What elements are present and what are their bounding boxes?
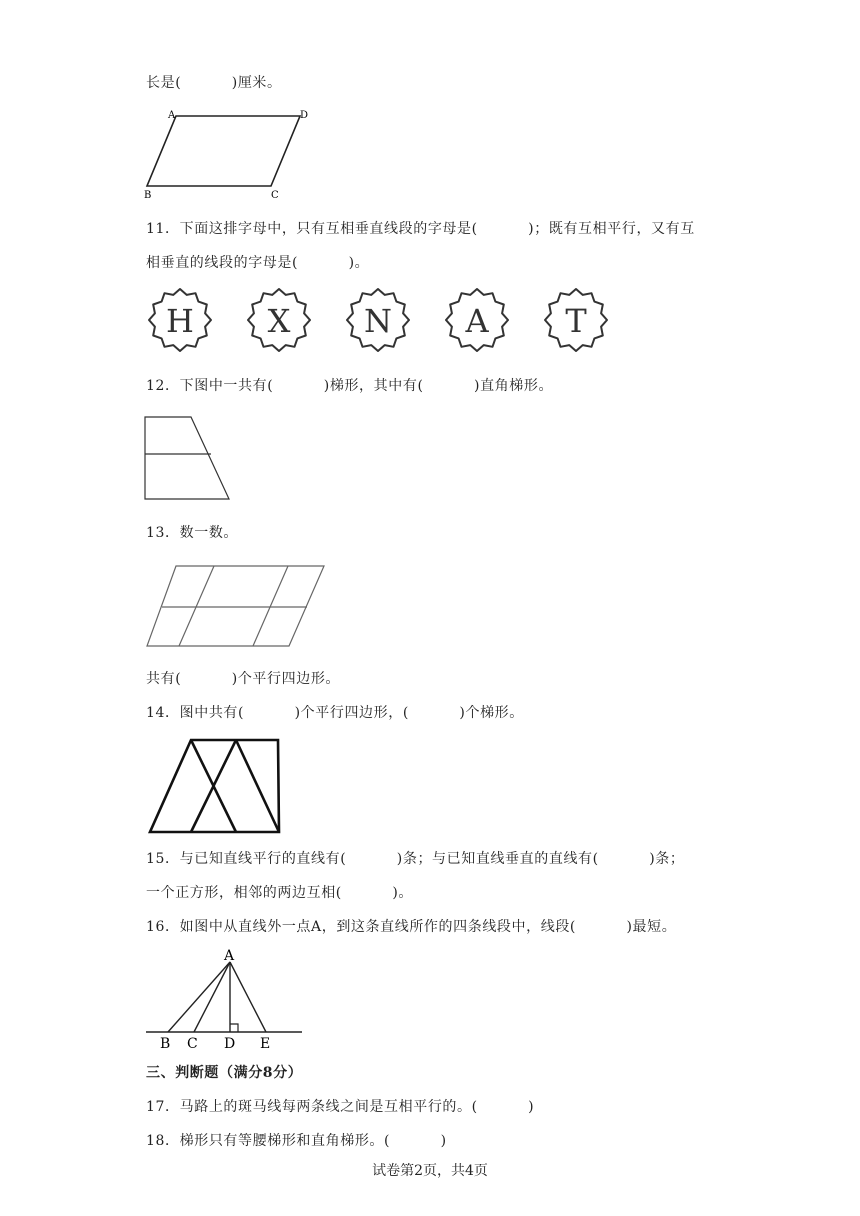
q11-text-line1: 11．下面这排字母中，只有互相垂直线段的字母是( )；既有互相平行，又有互 (146, 221, 695, 237)
parallelogram-grid-q13 (144, 564, 334, 654)
letter-badge-a (446, 289, 508, 351)
q14-text: 14．图中共有( )个平行四边形，( )个梯形。 (146, 705, 524, 721)
q13-answer-text: 共有( )个平行四边形。 (146, 671, 341, 687)
section-3-heading: 三、判断题（满分8分） (146, 1065, 303, 1081)
label-d: D (300, 110, 309, 121)
parallelogram-abcd-figure (140, 104, 320, 204)
fig16-label-c: C (187, 1036, 198, 1052)
fig16-label-a: A (224, 948, 235, 964)
q11-text-line2: 相垂直的线段的字母是( )。 (146, 255, 370, 271)
q18-text: 18．梯形只有等腰梯形和直角梯形。( ) (146, 1133, 447, 1149)
letter-badge-n (347, 289, 409, 351)
label-b: B (144, 190, 152, 201)
letter-a: A (465, 302, 489, 340)
page-footer: 试卷第2页，共4页 (372, 1163, 488, 1179)
q12-text: 12．下图中一共有( )梯形，其中有( )直角梯形。 (146, 378, 554, 394)
letter-badges-figure (140, 286, 620, 358)
letter-h: H (166, 302, 194, 340)
label-c: C (271, 190, 279, 201)
q15-text-line2: 一个正方形，相邻的两边互相( )。 (146, 885, 414, 901)
q16-text: 16．如图中从直线外一点A，到这条直线所作的四条线段中，线段( )最短。 (146, 919, 677, 935)
q15-text-line1: 15．与已知直线平行的直线有( )条；与已知直线垂直的直线有( )条； (146, 851, 685, 867)
fig16-label-e: E (260, 1036, 271, 1052)
perpendicular-figure-q16 (140, 946, 320, 1052)
letter-badge-x (248, 289, 310, 351)
letter-t: T (565, 302, 587, 340)
trapezoid-figure-q12 (144, 414, 244, 504)
q10-tail-text: 长是( )厘米。 (146, 75, 282, 91)
q17-text: 17．马路上的斑马线每两条线之间是互相平行的。( ) (146, 1099, 535, 1115)
q13-text: 13．数一数。 (146, 525, 239, 541)
letter-badge-t (545, 289, 607, 351)
figure-q14 (146, 738, 286, 838)
letter-n: N (364, 302, 392, 340)
label-a: A (168, 110, 176, 121)
letter-x: X (267, 302, 291, 340)
letter-badge-h (149, 289, 211, 351)
fig16-label-b: B (160, 1036, 171, 1052)
fig16-label-d: D (224, 1036, 236, 1052)
